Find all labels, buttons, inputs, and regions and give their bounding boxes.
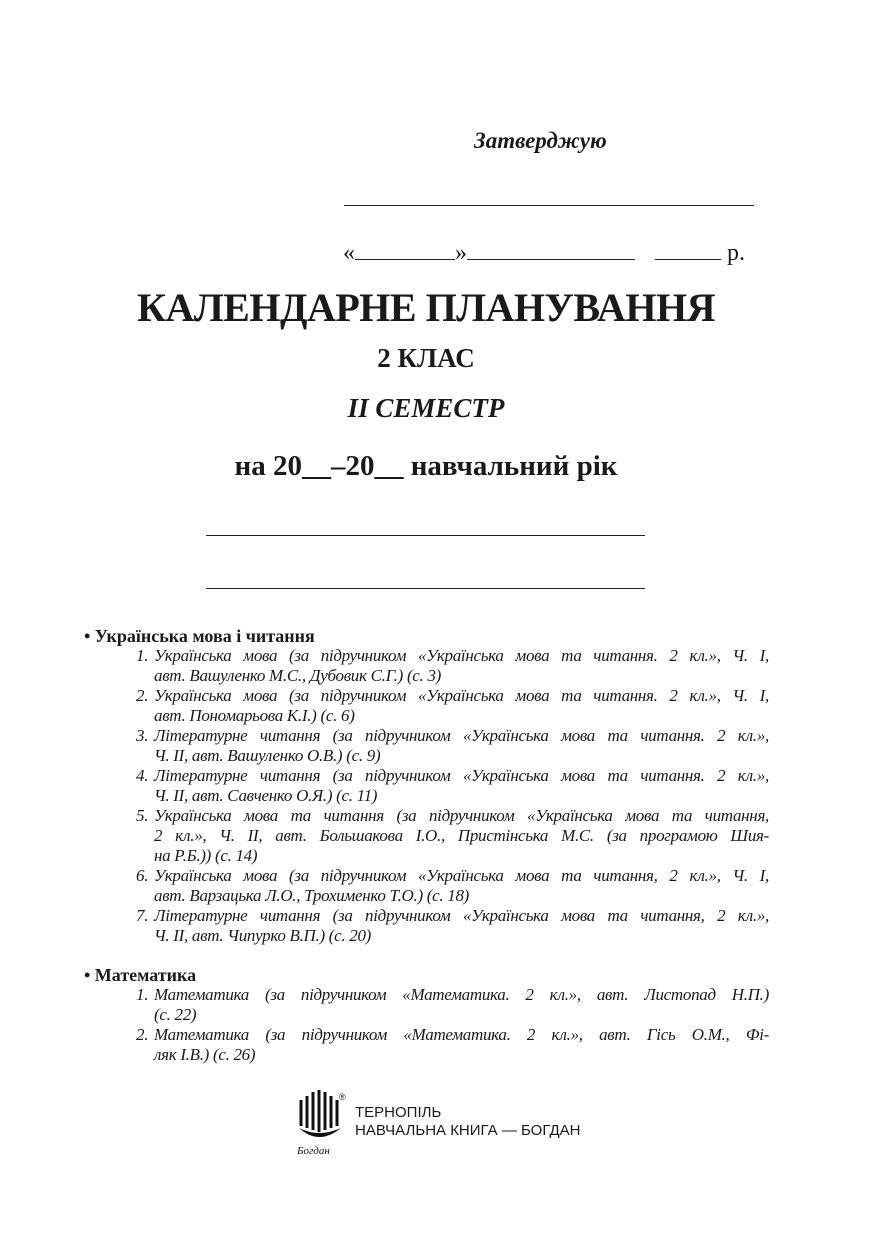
item-text-line: авт. Пономарьова К.І.) (с. 6) [154,706,355,725]
list-item [136,686,769,726]
item-number: 3. [136,726,149,745]
approval-label: Затверджую [474,128,607,153]
item-number: 5. [136,806,149,825]
item-text-line: Математика (за підручником «Математика. 2 кл.», авт. Листопад Н.П.) [154,985,769,1004]
item-text-line: (с. 22) [154,1005,197,1024]
section-ukrainian [84,626,774,946]
publisher-name: НАВЧАЛЬНА КНИГА — БОГДАН [355,1122,581,1139]
approval-date [343,240,745,267]
page-title: КАЛЕНДАРНЕ ПЛАНУВАННЯ [136,285,716,330]
year-suffix: р. [727,240,745,266]
item-number: 6. [136,866,149,885]
list-item [136,906,769,946]
publisher-info [355,1104,580,1140]
item-number: 7. [136,906,149,925]
item-text-line: авт. Варзацька Л.О., Трохименко Т.О.) (с. 18) [154,886,470,905]
section-heading: • Математика [84,965,197,985]
list-item [136,646,769,686]
date-close-quote: » [455,240,467,266]
blank-line-1 [206,535,645,536]
academic-year: на 20__–20__ навчальний рік [234,450,618,482]
item-text-line: Ч. II, авт. Вашуленко О.В.) (с. 9) [154,746,381,765]
blank-line-2 [206,588,645,589]
list-item [136,806,769,866]
item-text-line: Ч. II, авт. Чипурко В.П.) (с. 20) [154,926,372,945]
item-text-line: Українська мова та читання (за підручником «Українська мова та читання, [154,806,769,825]
publisher-logo [295,1090,355,1163]
list-item [136,866,769,906]
section-math [84,965,774,1065]
date-open-quote: « [343,240,355,266]
item-number: 1. [136,646,149,665]
item-text-line: Ч. II, авт. Савченко О.Я.) (с. 11) [154,786,378,805]
item-number: 2. [136,1025,149,1044]
item-text-line: Українська мова (за підручником «Українська мова та читання. 2 кл.», Ч. I, [154,646,769,665]
svg-text:®: ® [339,1092,346,1102]
item-number: 4. [136,766,149,785]
list-item [136,766,769,806]
item-number: 1. [136,985,149,1004]
signature-line [344,205,754,206]
list-item [136,726,769,766]
item-text-line: Математика (за підручником «Математика. 2 кл.», авт. Гісь О.М., Фі- [154,1025,769,1044]
item-text-line: Літературне читання (за підручником «Українська мова та читання, 2 кл.», [154,906,769,925]
item-text-line: авт. Вашуленко М.С., Дубовик С.Г.) (с. 3) [154,666,442,685]
item-text-line: на Р.Б.)) (с. 14) [154,846,258,865]
class-label: 2 КЛАС [377,343,475,373]
item-number: 2. [136,686,149,705]
item-text-line: 2 кл.», Ч. II, авт. Большакова І.О., Пристінська М.С. (за програмою Шия- [154,826,769,845]
semester-label: II СЕМЕСТР [347,393,505,423]
section-heading: • Українська мова і читання [84,626,315,646]
item-text-line: Літературне читання (за підручником «Українська мова та читання. 2 кл.», [154,726,769,745]
item-text-line: Українська мова (за підручником «Українська мова та читання, 2 кл.», Ч. I, [154,866,769,885]
list-item [136,985,769,1025]
publisher-city: ТЕРНОПІЛЬ [355,1104,442,1121]
item-text-line: ляк І.В.) (с. 26) [154,1045,256,1064]
list-item [136,1025,769,1065]
svg-text:Богдан: Богдан [297,1145,330,1157]
item-text-line: Літературне читання (за підручником «Українська мова та читання. 2 кл.», [154,766,769,785]
item-text-line: Українська мова (за підручником «Українська мова та читання. 2 кл.», Ч. I, [154,686,769,705]
